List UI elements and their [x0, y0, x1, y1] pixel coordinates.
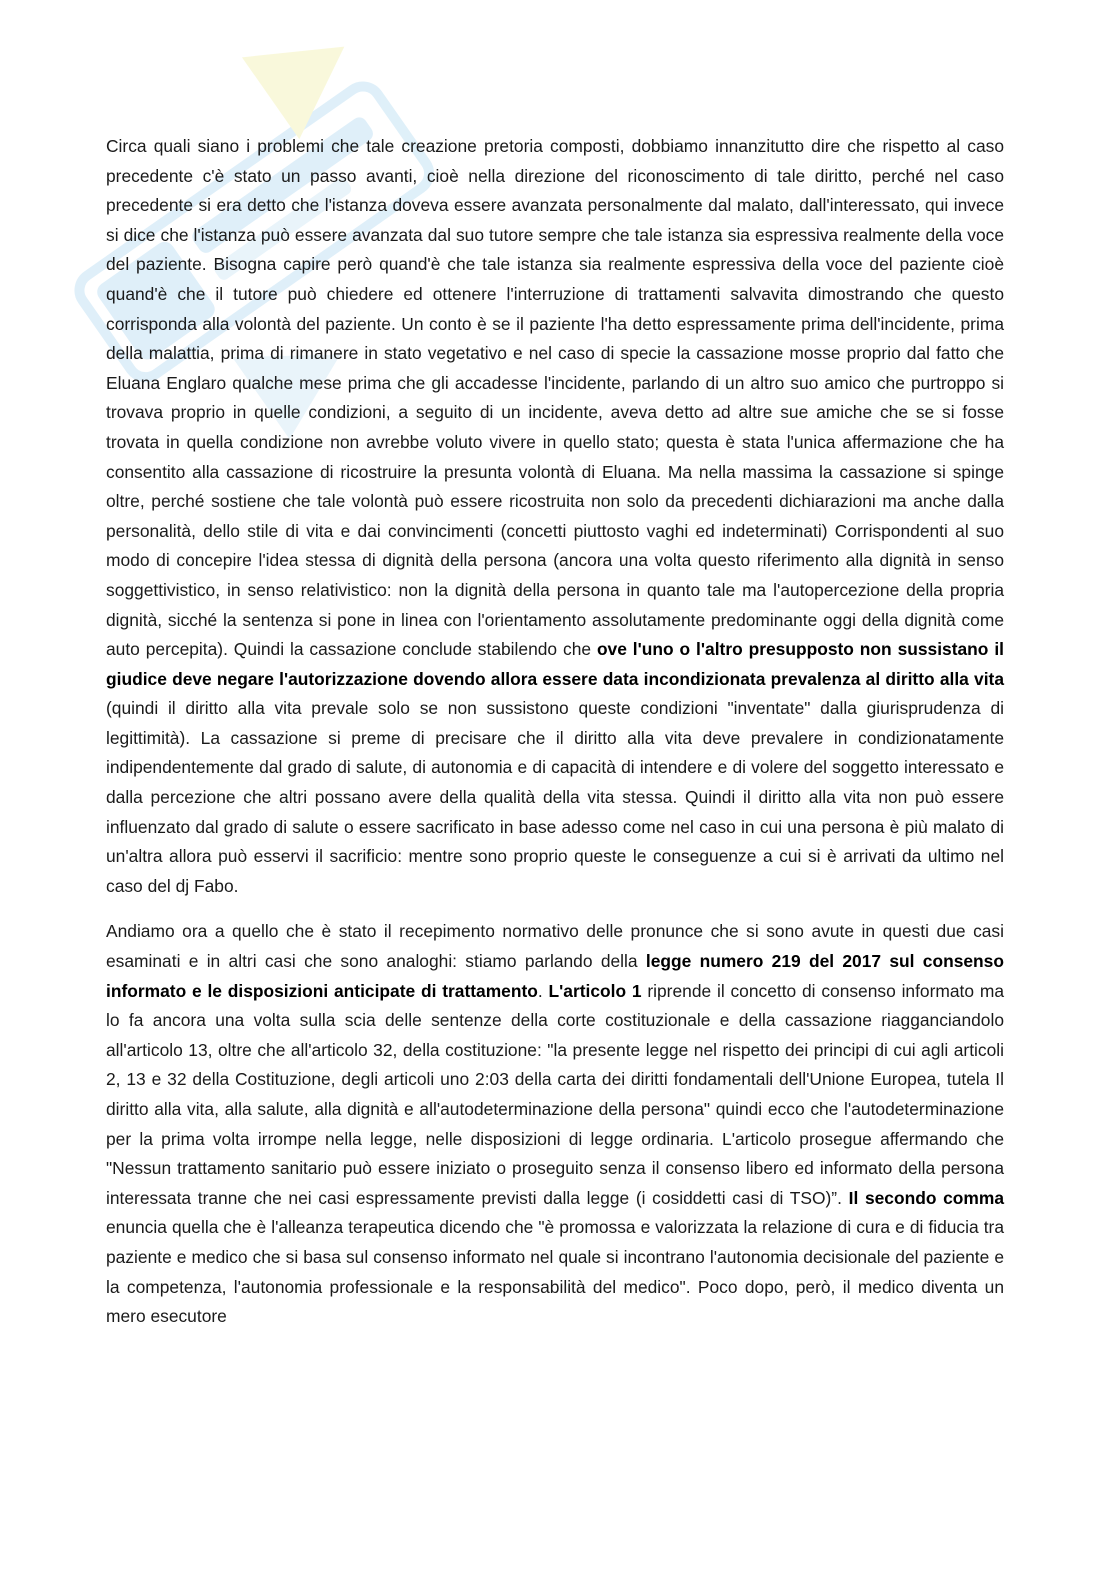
paragraph-1 — [106, 132, 1004, 901]
paragraph-2-text: riprende il concetto di consenso informato ma lo fa ancora una volta sulla scia delle sentenze della corte costituzionale e della cassazione riagganciandolo all'articolo 13, oltre che all'articolo 32, della costituzione: "la presente legge nel rispetto dei principi di cui agli articoli 2, 13 e 32 della Costituzione, degli articoli uno 2:03 della carta dei diritti fondamentali dell'Unione Europea, tutela Il diritto alla vita, alla salute, alla dignità e all'autodeterminazione della persona" quindi ecco che l'autodeterminazione per la prima volta irrompe nella legge, nelle disposizioni di legge ordinaria. L'articolo prosegue affermando che "Nessun trattamento sanitario può essere iniziato o proseguito senza il consenso libero ed informato della persona interessata tranne che nei casi espressamente previsti dalla legge (i cosiddetti casi di TSO)”. — [106, 980, 1005, 1208]
paragraph-2-text: Andiamo ora a quello che è stato il recepimento normativo delle pronunce che si sono avute in questi due casi esaminati e in altri casi che sono analoghi: stiamo parlando della — [106, 921, 1004, 972]
paragraph-2-text: . — [537, 980, 549, 1001]
paragraph-2 — [106, 917, 1004, 1331]
paragraph-1-bold-conclusion: ove l'uno o l'altro presupposto non sussistano il giudice deve negare l'autorizzazione dovendo allora essere data incondizionata prevalenza al diritto alla vita — [106, 639, 1004, 689]
paragraph-2-bold-law: legge numero 219 del 2017 sul consenso informato e le disposizioni anticipate di trattamento — [106, 951, 1004, 1001]
document-body — [106, 132, 1004, 1332]
paragraph-2-bold-article-1: L'articolo 1 — [548, 980, 642, 1001]
paragraph-2-text: enuncia quella che è l'alleanza terapeutica dicendo che "è promossa e valorizzata la relazione di cura e di fiducia tra paziente e medico che si basa sul consenso informato nel quale si incontrano l'autonomia decisionale del paziente e la competenza, l'autonomia professionale e la responsabilità del medico". Poco dopo, però, il medico diventa un mero esecutore — [106, 1217, 1004, 1327]
paragraph-1-text: Circa quali siano i problemi che tale creazione pretoria composti, dobbiamo innanzitutto dire che rispetto al caso precedente c'è stato un passo avanti, cioè nella direzione del riconoscimento di tale diritto, perché nel caso precedente si era detto che l'istanza doveva essere avanzata personalmente dal malato, dall'interessato, qui invece si dice che l'istanza può essere avanzata dal suo tutore sempre che tale istanza sia espressiva realmente della voce del paziente. Bisogna capire però quand'è che tale istanza sia realmente espressiva della voce del paziente cioè quand'è che il tutore può chiedere ed ottenere l'interruzione di trattamenti salvavita dimostrando che questo corrisponda alla volontà del paziente. Un conto è se il paziente l'ha detto espressamente prima dell'incidente, prima della malattia, prima di rimanere in stato vegetativo e nel caso di specie la cassazione mosse proprio dal fatto che Eluana Englaro qualche mese prima che gli accadesse l'incidente, parlando di un altro suo amico che purtroppo si trovava proprio in quelle condizioni, a seguito di un incidente, aveva detto ad altre sue amiche che se si fosse trovata in quella condizione non avrebbe voluto vivere in quello stato; questa è stata l'unica affermazione che ha consentito alla cassazione di ricostruire la presunta volontà di Eluana. Ma nella massima la cassazione si spinge oltre, perché sostiene che tale volontà può essere ricostruita non solo da precedenti dichiarazioni ma anche dalla personalità, dello stile di vita e dai convincimenti (concetti piuttosto vaghi ed indeterminati) Corrispondenti al suo modo di concepire l'idea stessa di dignità della persona (ancora una volta questo riferimento alla dignità in senso soggettivistico, in senso relativistico: non la dignità della persona in quanto tale ma l'autopercezione della propria dignità, sicché la sentenza si pone in linea con l'orientamento assolutamente predominante oggi della dignità come auto percepita). Quindi la cassazione conclude stabilendo che — [106, 136, 1004, 660]
paragraph-1-text: (quindi il diritto alla vita prevale solo se non sussistono queste condizioni "inventate" dalla giurisprudenza di legittimità). La cassazione si preme di precisare che il diritto alla vita deve prevalere in condizionatamente indipendentemente dal grado di salute, di autonomia e di capacità di intendere e di volere del soggetto interessato e dalla percezione che altri possano avere della qualità della vita stessa. Quindi il diritto alla vita non può essere influenzato dal grado di salute o essere sacrificato in base adesso come nel caso in cui una persona è più malato di un'altra allora può esservi il sacrificio: mentre sono proprio queste le conseguenze a cui si è arrivati da ultimo nel caso del dj Fabo. — [106, 698, 1004, 896]
paragraph-2-bold-second-comma: Il secondo comma — [848, 1187, 1005, 1208]
